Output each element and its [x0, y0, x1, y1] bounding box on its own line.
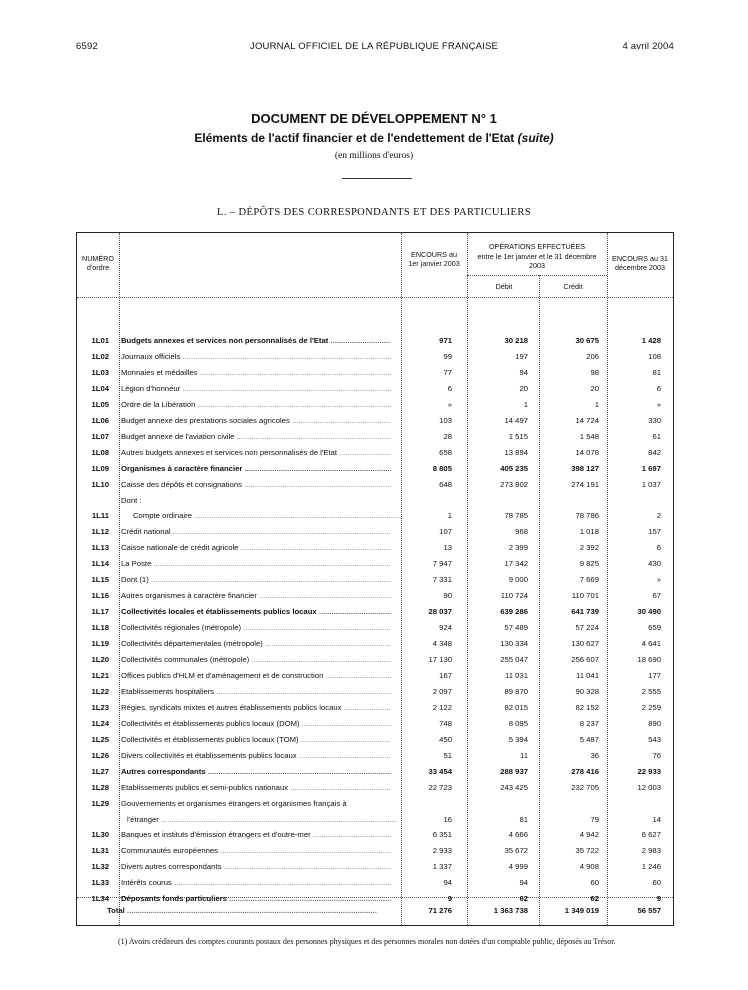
- row-credit: 14 078: [575, 447, 599, 457]
- row-encours-debut: 2 122: [432, 702, 452, 712]
- document-subtitle-suffix: (suite): [517, 131, 554, 145]
- row-debit: 9 000: [508, 575, 528, 585]
- row-label: Budget annexe de l'aviation civile .....: [121, 432, 391, 441]
- table-row: [77, 843, 675, 859]
- row-label: Intérêts courus .....: [121, 878, 391, 887]
- row-encours-fin: 76: [652, 750, 661, 760]
- table-row: [77, 684, 675, 700]
- row-encours-fin: 30 490: [637, 607, 661, 617]
- deposits-table: [76, 232, 674, 926]
- total-credit: 1 349 019: [564, 906, 599, 915]
- row-code: 1L04: [91, 383, 109, 393]
- row-encours-fin: 1 428: [641, 336, 661, 345]
- row-credit: 30 675: [575, 336, 599, 345]
- row-encours-fin: 9: [656, 894, 661, 904]
- row-encours-debut: 28 037: [428, 607, 452, 617]
- row-encours-fin: 67: [652, 591, 661, 601]
- table-row: [77, 556, 675, 572]
- row-credit: 278 416: [571, 766, 599, 776]
- row-credit: 7 669: [579, 575, 599, 585]
- total-label: Total .....: [107, 906, 377, 915]
- row-debit: 255 047: [500, 655, 528, 664]
- table-row: [77, 812, 675, 828]
- row-code: 1L14: [91, 559, 109, 569]
- row-encours-fin: 81: [652, 367, 661, 377]
- row-debit: 1: [523, 399, 528, 409]
- row-code: 1L19: [91, 639, 109, 649]
- row-encours-debut: 748: [439, 718, 452, 728]
- row-debit: 81: [519, 814, 528, 824]
- row-label: Divers autres correspondants .....: [121, 862, 391, 871]
- row-encours-fin: 2 259: [641, 702, 661, 712]
- row-label: Budget annexe des prestations sociales agricoles .....: [121, 416, 391, 425]
- row-code: 1L30: [91, 830, 109, 840]
- row-credit: 79: [590, 814, 599, 824]
- row-code: 1L33: [91, 878, 109, 888]
- table-row: [77, 716, 675, 732]
- row-label: Régies, syndicats mixtes et autres établissements publics locaux .....: [121, 703, 391, 712]
- row-code: 1L31: [91, 846, 109, 856]
- row-code: 1L02: [91, 351, 109, 361]
- row-debit: 968: [515, 527, 528, 537]
- row-encours-fin: 1 037: [641, 479, 661, 489]
- row-code: 1L24: [91, 718, 109, 728]
- document-title: DOCUMENT DE DÉVELOPPEMENT N° 1: [251, 111, 497, 126]
- row-code: 1L10: [91, 479, 109, 489]
- row-encours-fin: 12 003: [637, 782, 661, 792]
- row-label: Etablissements hospitaliers .....: [121, 687, 391, 696]
- row-encours-debut: 167: [439, 670, 452, 680]
- row-encours-fin: 1 697: [641, 463, 661, 473]
- row-code: 1L13: [91, 543, 109, 553]
- header-operations: OPÉRATIONS EFFECTUÉES: [488, 242, 586, 251]
- table-row: [77, 445, 675, 461]
- row-debit: 405 235: [500, 463, 528, 473]
- row-label: Gouvernements et organismes étrangers et organismes français à: [121, 798, 347, 808]
- units-note: (en millions d'euros): [334, 151, 414, 161]
- row-code: 1L27: [91, 766, 109, 776]
- table-row: [77, 604, 675, 620]
- row-encours-fin: 6: [656, 383, 661, 393]
- row-label: Dont (1) .....: [121, 575, 391, 584]
- row-encours-debut: 28: [443, 431, 452, 441]
- row-debit: 273 802: [500, 479, 528, 489]
- table-row: [77, 875, 675, 891]
- row-encours-debut: 13: [443, 543, 452, 553]
- table-row: [77, 780, 675, 796]
- row-encours-fin: 4 641: [641, 639, 661, 649]
- row-credit: 4 942: [579, 830, 599, 840]
- row-debit: 57 489: [504, 623, 528, 633]
- row-credit: 4 908: [579, 862, 599, 872]
- row-encours-debut: 107: [439, 527, 452, 537]
- row-debit: 94: [519, 878, 528, 888]
- total-encours-fin: 56 557: [637, 906, 661, 915]
- row-label: Banques et instituts d'émission étrangers et d'outre-mer .....: [121, 830, 391, 839]
- row-code: 1L29: [91, 798, 109, 808]
- row-credit: 11 041: [576, 670, 599, 680]
- row-credit: 1 548: [579, 431, 599, 441]
- table-row: [77, 636, 675, 652]
- separator-rule: [342, 178, 412, 179]
- row-code: 1L17: [91, 607, 109, 617]
- header-bottom-rule: [77, 297, 673, 298]
- row-encours-fin: 14: [652, 814, 661, 824]
- row-encours-debut: 16: [443, 814, 452, 824]
- row-debit: 35 672: [504, 846, 528, 856]
- table-row: [77, 349, 675, 365]
- row-debit: 243 425: [500, 782, 528, 792]
- row-debit: 288 937: [500, 766, 528, 776]
- row-code: 1L28: [91, 782, 109, 792]
- table-row: [77, 413, 675, 429]
- row-label: Collectivités régionales (métropole) .....: [121, 623, 391, 632]
- row-label: Dont :: [121, 495, 142, 505]
- row-code: 1L34: [91, 894, 109, 904]
- row-label: Autres budgets annexes et services non personnalisés de l'Etat .....: [121, 448, 391, 457]
- row-credit: 206: [586, 351, 599, 361]
- row-code: 1L01: [91, 336, 109, 345]
- row-label: Collectivités et établissements publics locaux (TOM) .....: [121, 735, 391, 744]
- row-encours-fin: »: [656, 399, 661, 409]
- row-label: Collectivités et établissements publics locaux (DOM) .....: [121, 719, 391, 728]
- row-encours-debut: 2 933: [432, 846, 452, 856]
- row-encours-fin: 6 627: [641, 830, 661, 840]
- row-encours-debut: 1: [447, 511, 452, 521]
- row-encours-debut: 7 947: [432, 559, 452, 569]
- row-encours-debut: 33 454: [428, 766, 452, 776]
- row-code: 1L25: [91, 734, 109, 744]
- row-encours-debut: 648: [439, 479, 452, 489]
- row-code: 1L03: [91, 367, 109, 377]
- row-debit: 197: [515, 351, 528, 361]
- row-credit: 1 018: [579, 527, 599, 537]
- row-encours-fin: »: [656, 575, 661, 585]
- row-label: Crédit national .....: [121, 527, 391, 536]
- total-row: [77, 903, 675, 919]
- row-debit: 14 497: [504, 415, 528, 425]
- row-encours-fin: 1 246: [641, 862, 661, 872]
- row-debit: 4 666: [508, 830, 528, 840]
- row-encours-fin: 61: [652, 431, 661, 441]
- table-row: [77, 333, 675, 349]
- table-row: [77, 365, 675, 381]
- row-credit: 110 701: [571, 591, 599, 601]
- section-title: L. – DÉPÔTS DES CORRESPONDANTS ET DES PARTICULIERS: [217, 207, 531, 218]
- row-encours-debut: 7 331: [432, 575, 452, 585]
- row-credit: 130 627: [571, 639, 599, 649]
- table-row: [77, 572, 675, 588]
- row-label: Divers collectivités et établissements publics locaux .....: [121, 751, 391, 760]
- table-row: [77, 700, 675, 716]
- row-label: Légion d'honneur .....: [121, 384, 391, 393]
- table-row: [77, 381, 675, 397]
- row-label: Offices publics d'HLM et d'aménagement et de construction .....: [121, 671, 391, 680]
- table-row: [77, 827, 675, 843]
- header-credit: Crédit: [563, 282, 583, 291]
- row-credit: 82 152: [575, 702, 599, 712]
- table-row: [77, 620, 675, 636]
- row-encours-fin: 2 983: [641, 846, 661, 856]
- row-encours-fin: 890: [648, 718, 661, 728]
- table-row: [77, 588, 675, 604]
- footnote: (1) Avoirs créditeurs des comptes courants postaux des personnes physiques et des personnes morales non dotées d'un comptable public, déposés au Trésor.: [118, 937, 616, 946]
- row-credit: 8 237: [579, 718, 599, 728]
- row-debit: 20: [519, 383, 528, 393]
- row-debit: 13 894: [504, 447, 528, 457]
- row-encours-debut: 51: [443, 750, 452, 760]
- row-encours-debut: 99: [443, 351, 452, 361]
- table-row: [77, 732, 675, 748]
- header-encours-debut: ENCOURS au 1er janvier 2003: [408, 250, 460, 268]
- table-row: [77, 748, 675, 764]
- row-encours-debut: 4 348: [432, 639, 452, 649]
- row-credit: 1: [594, 399, 599, 409]
- row-encours-debut: 450: [439, 734, 452, 744]
- table-row: [77, 668, 675, 684]
- row-encours-debut: 2 097: [432, 686, 452, 696]
- row-encours-fin: 18 690: [637, 655, 661, 664]
- table-row: [77, 764, 675, 780]
- row-label: Autres correspondants .....: [121, 767, 391, 776]
- row-credit: 398 127: [571, 463, 599, 473]
- row-encours-debut: 17 130: [428, 655, 452, 664]
- row-credit: 20: [590, 383, 599, 393]
- row-code: 1L11: [91, 511, 109, 521]
- row-encours-fin: 177: [648, 670, 661, 680]
- row-label: Déposants fonds particuliers .....: [121, 894, 391, 903]
- row-code: 1L06: [91, 415, 109, 425]
- row-debit: 94: [519, 367, 528, 377]
- row-debit: 5 394: [508, 734, 528, 744]
- header-numero: NUMÉRO d'ordre: [82, 254, 114, 272]
- row-code: 1L12: [91, 527, 109, 537]
- row-encours-fin: 330: [648, 415, 661, 425]
- row-encours-fin: 2: [656, 511, 661, 521]
- row-debit: 1 515: [508, 431, 528, 441]
- row-code: 1L20: [91, 655, 109, 664]
- row-encours-fin: 543: [648, 734, 661, 744]
- row-encours-fin: 6: [656, 543, 661, 553]
- row-encours-debut: 924: [439, 623, 452, 633]
- row-code: 1L18: [91, 623, 109, 633]
- row-encours-fin: 842: [648, 447, 661, 457]
- row-label: Etablissements publics et semi-publics nationaux .....: [121, 783, 391, 792]
- row-label: La Poste .....: [121, 559, 391, 568]
- row-debit: 2 399: [508, 543, 528, 553]
- row-label: Caisse des dépôts et consignations .....: [121, 480, 391, 489]
- row-encours-debut: 8 805: [432, 463, 452, 473]
- row-credit: 641 739: [571, 607, 599, 617]
- row-credit: 9 825: [579, 559, 599, 569]
- row-code: 1L05: [91, 399, 109, 409]
- total-encours-debut: 71 276: [428, 906, 452, 915]
- row-debit: 89 870: [504, 686, 528, 696]
- row-debit: 8 095: [508, 718, 528, 728]
- row-label: Budgets annexes et services non personnalisés de l'Etat .....: [121, 336, 391, 345]
- row-debit: 30 218: [504, 336, 528, 345]
- row-code: 1L08: [91, 447, 109, 457]
- row-credit: 14 724: [575, 415, 599, 425]
- row-label: Communautés européennes .....: [121, 846, 391, 855]
- table-row: [77, 796, 675, 812]
- table-row: [77, 477, 675, 493]
- row-encours-debut: 6: [447, 383, 452, 393]
- row-encours-debut: 658: [439, 447, 452, 457]
- row-code: 1L26: [91, 750, 109, 760]
- table-row: [77, 540, 675, 556]
- row-credit: 62: [590, 894, 599, 904]
- row-label: Autres organismes à caractère financier .....: [121, 591, 391, 600]
- row-debit: 82 015: [504, 702, 528, 712]
- table-row: [77, 524, 675, 540]
- row-label: Collectivités communales (métropole) .....: [121, 655, 391, 664]
- row-label: Monnaies et médailles .....: [121, 368, 391, 377]
- row-encours-fin: 430: [648, 559, 661, 569]
- journal-title: JOURNAL OFFICIEL DE LA RÉPUBLIQUE FRANÇAISE: [250, 41, 499, 52]
- row-code: 1L32: [91, 862, 109, 872]
- header-encours-fin: ENCOURS au 31 décembre 2003: [612, 254, 668, 272]
- row-credit: 5 487: [579, 734, 599, 744]
- row-encours-debut: 90: [443, 591, 452, 601]
- row-credit: 2 392: [579, 543, 599, 553]
- header-operations-period: entre le 1er janvier et le 31 décembre 2003: [477, 252, 597, 270]
- row-label: Ordre de la Libération .....: [121, 400, 391, 409]
- row-encours-debut: 77: [443, 367, 452, 377]
- row-credit: 232 705: [571, 782, 599, 792]
- row-encours-fin: 2 555: [641, 686, 661, 696]
- row-credit: 36: [590, 750, 599, 760]
- row-encours-debut: 1 337: [432, 862, 452, 872]
- row-credit: 90 328: [575, 686, 599, 696]
- table-row: [77, 652, 675, 668]
- row-code: 1L07: [91, 431, 109, 441]
- row-code: 1L22: [91, 686, 109, 696]
- row-code: 1L23: [91, 702, 109, 712]
- page-date: 4 avril 2004: [622, 41, 674, 52]
- row-debit: 11 031: [505, 670, 528, 680]
- header-debit: Débit: [495, 282, 513, 291]
- row-debit: 130 334: [500, 639, 528, 649]
- row-credit: 78 786: [575, 511, 599, 521]
- row-label: l'étranger .....: [127, 815, 397, 824]
- table-row: [77, 461, 675, 477]
- row-debit: 110 724: [500, 591, 528, 601]
- row-credit: 35 722: [575, 846, 599, 856]
- row-debit: 78 785: [504, 511, 528, 521]
- row-encours-fin: 22 933: [637, 766, 661, 776]
- row-debit: 17 342: [504, 559, 528, 569]
- header-divider: [467, 275, 607, 276]
- row-credit: 60: [590, 878, 599, 888]
- row-encours-fin: 60: [652, 878, 661, 888]
- document-subtitle: [0, 131, 748, 145]
- row-credit: 274 191: [571, 479, 599, 489]
- row-encours-debut: 103: [439, 415, 452, 425]
- table-row: [77, 859, 675, 875]
- table-row: [77, 397, 675, 413]
- table-row: [77, 508, 675, 524]
- row-label: Collectivités locales et établissements publics locaux .....: [121, 607, 391, 616]
- row-encours-fin: 659: [648, 623, 661, 633]
- row-label: Organismes à caractère financier .....: [121, 464, 391, 473]
- row-code: 1L21: [91, 670, 109, 680]
- row-credit: 256 607: [571, 655, 599, 664]
- row-label: Collectivités départementales (métropole) .....: [121, 639, 391, 648]
- row-encours-debut: 22 723: [428, 782, 452, 792]
- row-encours-debut: 6 351: [432, 830, 452, 840]
- row-credit: 98: [590, 367, 599, 377]
- row-debit: 4 999: [508, 862, 528, 872]
- table-row: [77, 429, 675, 445]
- total-debit: 1 363 738: [493, 906, 528, 915]
- row-debit: 639 286: [500, 607, 528, 617]
- row-encours-debut: 94: [443, 878, 452, 888]
- page-number: 6592: [76, 41, 98, 52]
- row-encours-debut: 9: [447, 894, 452, 904]
- row-code: 1L16: [91, 591, 109, 601]
- row-encours-fin: 108: [648, 351, 661, 361]
- row-encours-debut: 971: [439, 336, 452, 345]
- row-encours-fin: 157: [648, 527, 661, 537]
- table-row: [77, 493, 675, 509]
- row-label: Caisse nationale de crédit agricole .....: [121, 543, 391, 552]
- row-encours-debut: »: [447, 399, 452, 409]
- row-credit: 57 224: [575, 623, 599, 633]
- row-code: 1L15: [91, 575, 109, 585]
- document-subtitle-text: Eléments de l'actif financier et de l'endettement de l'Etat: [194, 131, 515, 145]
- row-debit: 11: [520, 750, 528, 760]
- row-label: Journaux officiels .....: [121, 352, 391, 361]
- row-code: 1L09: [91, 463, 109, 473]
- row-debit: 62: [519, 894, 528, 904]
- row-label: Compte ordinaire .....: [133, 511, 403, 520]
